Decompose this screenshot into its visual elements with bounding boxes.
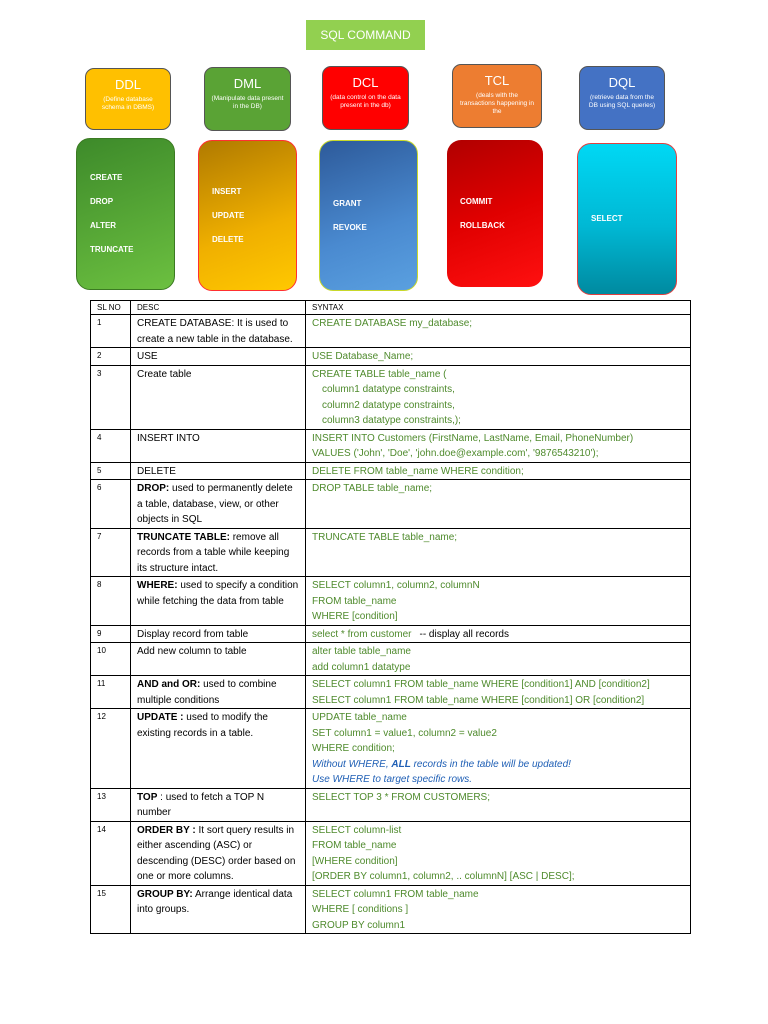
syntax-line: INSERT INTO Customers (FirstName, LastName, Email, PhoneNumber) [312,432,634,444]
syntax-line: TRUNCATE TABLE table_name; [312,531,458,543]
category-dcl [322,66,409,130]
description-text: DELETE [137,465,176,477]
table-row [91,643,691,676]
row-syntax [306,462,691,480]
category-name: DQL [608,75,636,90]
syntax-line: WHERE condition; [312,743,395,754]
table-row [91,528,691,577]
description-keyword: WHERE: [137,580,178,591]
command-rollback: ROLLBACK [460,220,505,230]
command-revoke: REVOKE [333,222,367,232]
syntax-line: add column1 datatype [312,661,411,673]
row-number: 15 [91,885,131,934]
command-create: CREATE [90,173,123,182]
description-text: used to modify the existing records in a table. [137,712,268,739]
command-delete: DELETE [212,234,244,244]
table-row [91,788,691,821]
category-name: DDL [114,77,141,92]
description-text: : used to fetch a TOP N number [137,791,265,818]
syntax-line: VALUES ('John', 'Doe', 'john.doe@example.com', '9876543210'); [312,448,599,459]
table-row [91,821,691,885]
table-row [91,885,691,934]
row-syntax [306,365,691,429]
syntax-line: USE Database_Name; [312,351,414,362]
row-syntax [306,788,691,821]
row-syntax [306,480,691,529]
description-text: remove all records from a table while keeping its structure intact. [137,531,290,574]
note-text: records in the table will be updated! [410,758,571,770]
description-text: It sort query results in either ascending (ASC) or descending (DESC) order based on one or more columns. [137,824,296,882]
row-number: 12 [91,709,131,789]
row-syntax [306,429,691,462]
row-number: 3 [91,365,131,429]
page-title: SQL COMMAND [306,20,425,50]
description-keyword: GROUP BY: [137,888,193,900]
syntax-line: [ORDER BY column1, column2, .. columnN] [ASC | DESC]; [312,871,575,882]
row-syntax [306,643,691,676]
syntax-line: column1 datatype constraints, [322,384,455,395]
description-text: USE [137,351,158,362]
syntax-line: CREATE DATABASE my_database; [312,318,473,329]
description-text: used to specify a condition while fetching the data from table [137,580,299,607]
row-number: 6 [91,480,131,529]
description-keyword: TOP [137,791,158,803]
syntax-line: SELECT column-list [312,824,402,836]
dcl-commands-box [319,140,418,291]
description-keyword: AND and OR: [137,679,201,690]
row-description [131,577,306,626]
syntax-code: select * from customer [312,628,412,640]
category-desc: (deals with the transactions happening in the [459,92,535,115]
syntax-line: CREATE TABLE table_name ( [312,368,447,380]
row-description [131,885,306,934]
syntax-line: WHERE [condition] [312,611,398,622]
header-syntax: SYNTAX [306,301,691,315]
syntax-line: UPDATE table_name [312,712,407,723]
warning-note-line2: Use WHERE to target specific rows. [312,774,473,785]
category-name: DML [233,76,262,91]
warning-note [312,757,684,773]
table-row [91,429,691,462]
table-row [91,315,691,348]
description-text: INSERT INTO [137,432,200,444]
command-select: SELECT [591,214,623,223]
table-row [91,348,691,366]
description-keyword: ORDER BY : [137,824,196,836]
syntax-line: column2 datatype constraints, [322,399,455,411]
row-number: 10 [91,643,131,676]
row-description [131,821,306,885]
description-text: Arrange identical data into groups. [137,888,293,915]
category-desc: (retrieve data from the DB using SQL queries) [588,94,656,109]
table-row [91,577,691,626]
row-number: 11 [91,676,131,709]
description-keyword: TRUNCATE TABLE: [137,531,230,543]
command-truncate: TRUNCATE [90,245,134,254]
sql-commands-table [90,300,691,934]
row-syntax [306,676,691,709]
syntax-line: FROM table_name [312,840,397,851]
syntax-line: column3 datatype constraints,); [322,415,461,426]
syntax-line: DROP TABLE table_name; [312,483,433,494]
syntax-line: SELECT column1 FROM table_name [312,888,479,900]
row-number: 5 [91,462,131,480]
syntax-line: SELECT TOP 3 * FROM CUSTOMERS; [312,791,491,803]
row-description [131,528,306,577]
description-keyword: DROP: [137,483,170,494]
row-syntax [306,528,691,577]
row-description [131,480,306,529]
row-syntax [306,625,691,643]
description-text: Display record from table [137,628,249,640]
table-header-row [91,301,691,315]
syntax-line: SELECT column1 FROM table_name WHERE [condition1] AND [condition2] [312,679,650,690]
syntax-line: FROM table_name [312,595,397,607]
table-row [91,462,691,480]
syntax-line: GROUP BY column1 [312,919,406,931]
row-description [131,709,306,789]
row-syntax [306,709,691,789]
row-number: 8 [91,577,131,626]
row-description [131,676,306,709]
row-description [131,643,306,676]
row-syntax [306,348,691,366]
syntax-line: DELETE FROM table_name WHERE condition; [312,465,524,477]
dml-commands-box [198,140,297,291]
row-description [131,315,306,348]
tcl-commands-box [447,140,543,287]
row-description [131,365,306,429]
table-row [91,480,691,529]
header-desc: DESC [131,301,306,315]
command-commit: COMMIT [460,196,493,206]
syntax-line: SELECT column1, column2, columnN [312,580,480,591]
table-row [91,709,691,789]
description-text: Add new column to table [137,646,247,657]
description-keyword: UPDATE : [137,712,184,723]
command-drop: DROP [90,197,114,206]
syntax-line: alter table table_name [312,646,411,657]
command-update: UPDATE [212,210,245,220]
category-desc: (Manipulate data present in the DB) [211,95,284,110]
category-desc: (data control on the data present in the db) [330,94,401,109]
category-name: DCL [352,75,379,90]
row-number: 13 [91,788,131,821]
row-number: 2 [91,348,131,366]
category-tcl [452,64,542,128]
row-syntax [306,821,691,885]
note-emphasis: ALL [391,758,411,770]
table-row [91,625,691,643]
ddl-commands-box [76,138,175,290]
table-row [91,676,691,709]
command-alter: ALTER [90,221,117,230]
header-sl-no: SL NO [91,301,131,315]
row-number: 14 [91,821,131,885]
description-text: used to combine multiple conditions [137,679,277,706]
syntax-line: WHERE [ conditions ] [312,904,409,915]
row-syntax [306,885,691,934]
note-text: Without WHERE, [312,758,392,770]
row-syntax [306,577,691,626]
row-description [131,625,306,643]
row-description [131,348,306,366]
syntax-line: [WHERE condition] [312,855,398,867]
description-text: used to permanently delete a table, database, view, or other objects in SQL [137,483,293,525]
description-text: CREATE DATABASE: It is used to create a new table in the database. [137,318,293,345]
category-dql [579,66,665,130]
syntax-line: SELECT column1 FROM table_name WHERE [condition1] OR [condition2] [312,694,645,706]
row-description [131,462,306,480]
dql-commands-box [577,143,677,295]
description-text: Create table [137,368,192,380]
row-number: 1 [91,315,131,348]
category-ddl [85,68,171,130]
category-name: TCL [484,73,510,88]
category-desc: (Define database schema in DBMS) [101,96,155,111]
row-number: 7 [91,528,131,577]
syntax-line [312,627,684,643]
row-number: 9 [91,625,131,643]
row-number: 4 [91,429,131,462]
category-dml [204,67,291,131]
row-syntax [306,315,691,348]
command-grant: GRANT [333,198,362,208]
syntax-line: SET column1 = value1, column2 = value2 [312,727,497,739]
command-insert: INSERT [212,186,242,196]
syntax-comment: -- display all records [419,628,509,640]
row-description [131,429,306,462]
table-row [91,365,691,429]
row-description [131,788,306,821]
